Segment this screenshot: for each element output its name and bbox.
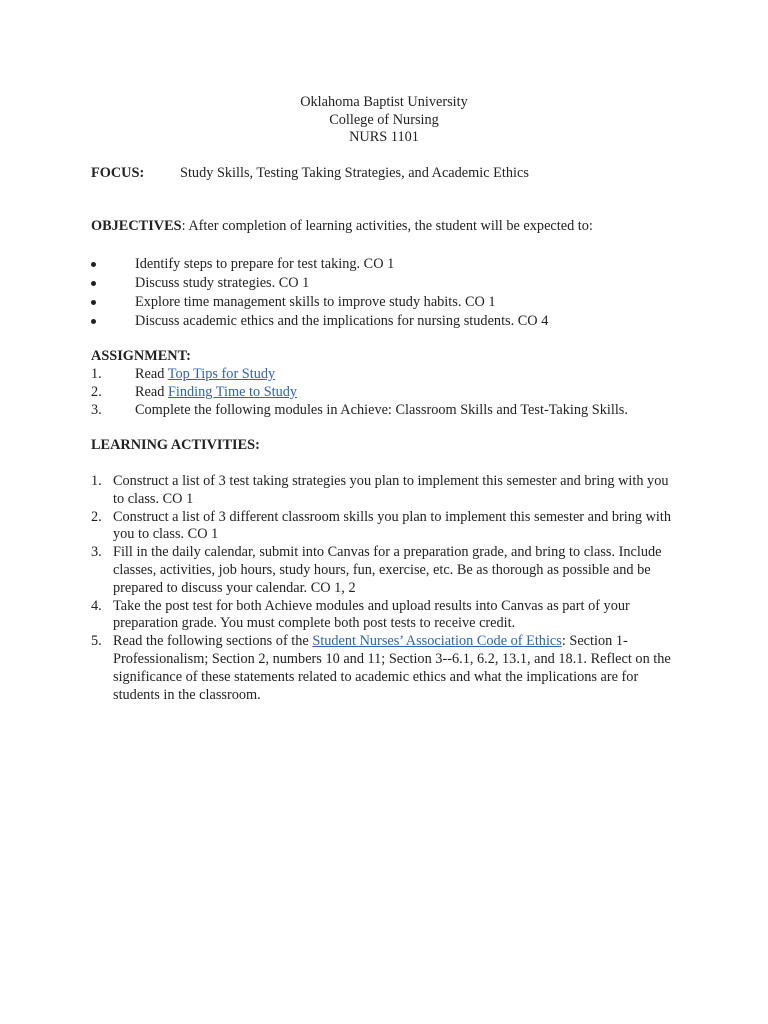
learning-activity-item: 5. Read the following sections of the Student Nurses’ Association Code of Ethics: Section 1-Professionalism; Section 2, numbers 10 and 11; Section 3--6.1, 6.2, 13.1, and 18.1. Reflect on the significance of these statements related to academic ethics and what the implications are for students in the classroom. <box>91 633 671 703</box>
assignment-item: 1. Read Top Tips for Study <box>91 366 276 382</box>
assignment-item: 2. Read Finding Time to Study <box>91 383 298 400</box>
focus-text: Study Skills, Testing Taking Strategies, and Academic Ethics <box>180 165 529 181</box>
course-number: NURS 1101 <box>349 129 419 145</box>
focus-section <box>91 165 731 183</box>
university-name: Oklahoma Baptist University <box>300 94 468 110</box>
assignment-list <box>91 366 731 419</box>
finding-time-to-study-link[interactable]: Finding Time to Study <box>167 383 298 400</box>
item-number: 2. <box>91 383 102 400</box>
item-number: 2. <box>91 508 102 525</box>
learning-activity-item: 3. Fill in the daily calendar, submit into Canvas for a preparation grade, and bring to class. Include classes, activities, job hours, study hours, fun, exercise, etc. Be as thorough as possible and be prepared to discuss your calendar. CO 1, 2 <box>91 544 662 596</box>
assignment-item: 3. Complete the following modules in Achieve: Classroom Skills and Test-Taking Skills. <box>91 401 628 418</box>
bullet-icon <box>91 319 96 324</box>
learning-activities-list <box>91 473 681 704</box>
item-number: 4. <box>91 597 102 614</box>
bullet-icon <box>91 262 96 267</box>
bullet-icon <box>91 300 96 305</box>
objective-item: Explore time management skills to improve study habits. CO 1 <box>91 293 731 312</box>
item-number: 1. <box>91 473 102 489</box>
bullet-icon <box>91 281 96 286</box>
objective-item: Discuss study strategies. CO 1 <box>91 274 731 293</box>
college-name: College of Nursing <box>329 111 439 128</box>
objective-item: Identify steps to prepare for test taking. CO 1 <box>91 255 731 274</box>
objectives-text: : After completion of learning activities, the student will be expected to: <box>181 218 593 234</box>
assignment-heading: ASSIGNMENT: <box>91 348 191 364</box>
learning-activities-heading: LEARNING ACTIVITIES: <box>91 437 260 453</box>
item-number: 3. <box>91 401 102 418</box>
focus-label: FOCUS: <box>91 165 145 181</box>
item-number: 5. <box>91 633 102 650</box>
objectives-label: OBJECTIVES <box>91 218 182 234</box>
item-number: 1. <box>91 366 102 382</box>
learning-activity-item: 4. Take the post test for both Achieve modules and upload results into Canvas as part of your preparation grade. You must complete both post tests to receive credit. <box>91 597 630 632</box>
objectives-intro <box>91 218 731 236</box>
learning-activity-item: 1. Construct a list of 3 test taking strategies you plan to implement this semester and bring with you to class. CO 1 <box>91 473 669 507</box>
document-header <box>0 94 768 147</box>
item-number: 3. <box>91 544 102 561</box>
code-of-ethics-link[interactable]: Student Nurses’ Association Code of Ethics <box>312 633 562 650</box>
objective-item: Discuss academic ethics and the implications for nursing students. CO 4 <box>91 312 731 331</box>
learning-activity-item: 2. Construct a list of 3 different classroom skills you plan to implement this semester and bring with you to class. CO 1 <box>91 508 672 543</box>
top-tips-for-study-link[interactable]: Top Tips for Study <box>167 366 276 382</box>
objectives-list <box>91 255 731 331</box>
